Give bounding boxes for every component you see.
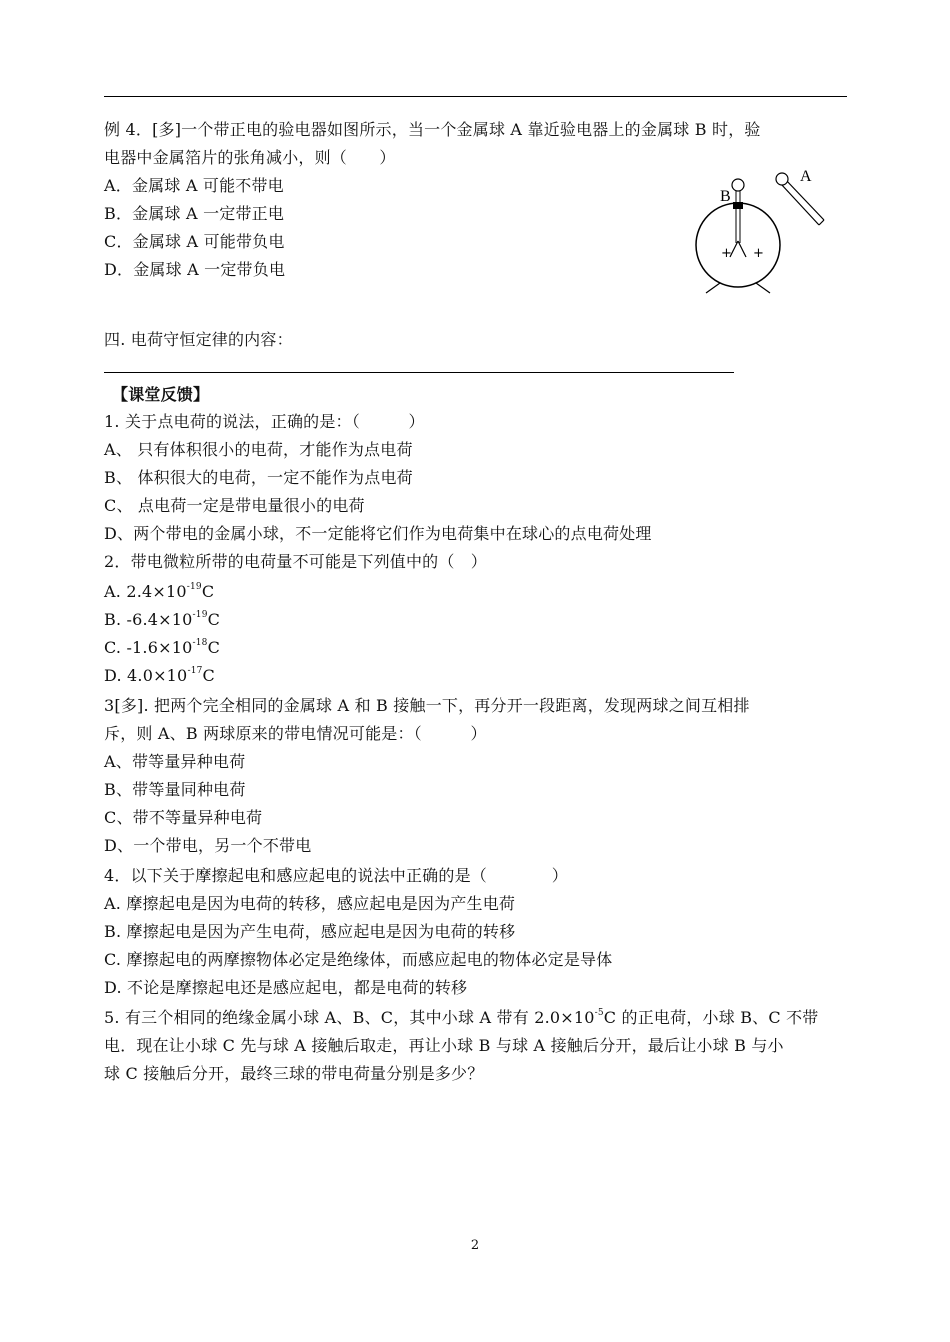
example4-option-a: A．金属球 A 可能不带电 bbox=[104, 176, 284, 195]
q4-option-d: D. 不论是摩擦起电还是感应起电，都是电荷的转移 bbox=[104, 978, 468, 997]
header-rule bbox=[104, 96, 847, 97]
q3-line1: 3[多]. 把两个完全相同的金属球 A 和 B 接触一下，再分开一段距离，发现两球之间互相排 bbox=[104, 696, 750, 715]
metal-ball-b bbox=[732, 179, 744, 191]
metal-ball-a-rod-edge1 bbox=[785, 179, 824, 220]
q3-option-c: C、带不等量异种电荷 bbox=[104, 808, 263, 827]
q1-option-a: A、 只有体积很小的电荷，才能作为点电荷 bbox=[104, 440, 413, 459]
q1-option-d: D、两个带电的金属小球，不一定能将它们作为电荷集中在球心的点电荷处理 bbox=[104, 524, 652, 543]
electroscope-case bbox=[696, 203, 780, 287]
feedback-heading: 【课堂反馈】 bbox=[112, 385, 210, 404]
electroscope-leg-left bbox=[706, 283, 720, 293]
electroscope-leg-right bbox=[756, 283, 770, 293]
q3-option-b: B、带等量同种电荷 bbox=[104, 780, 246, 799]
example4-option-b: B．金属球 A 一定带正电 bbox=[104, 204, 285, 223]
q4-option-b: B. 摩擦起电是因为产生电荷，感应起电是因为电荷的转移 bbox=[104, 922, 516, 941]
plus-sign-right: + bbox=[753, 246, 764, 261]
q3-line2: 斥，则 A、B 两球原来的带电情况可能是：（ ） bbox=[104, 724, 487, 743]
answer-blank-line bbox=[104, 372, 734, 373]
example4-line2: 电器中金属箔片的张角减小，则（ ） bbox=[104, 148, 396, 167]
foil-leaf-right bbox=[738, 241, 746, 257]
q1-stem: 1. 关于点电荷的说法，正确的是：（ ） bbox=[104, 412, 425, 431]
q3-option-a: A、带等量异种电荷 bbox=[104, 752, 246, 771]
example4-option-c: C．金属球 A 可能带负电 bbox=[104, 232, 285, 251]
q2-stem: 2．带电微粒所带的电荷量不可能是下列值中的（ ） bbox=[104, 552, 487, 571]
q1-option-b: B、 体积很大的电荷，一定不能作为点电荷 bbox=[104, 468, 413, 487]
example4-option-d: D．金属球 A 一定带负电 bbox=[104, 260, 286, 279]
q4-option-a: A. 摩擦起电是因为电荷的转移，感应起电是因为产生电荷 bbox=[104, 894, 516, 913]
section4-title: 四. 电荷守恒定律的内容： bbox=[104, 330, 293, 349]
q5-line2: 电．现在让小球 C 先与球 A 接触后取走，再让小球 B 与球 A 接触后分开，最后让小球 B 与小 bbox=[104, 1036, 784, 1055]
example4-line1: 例 4．[多]一个带正电的验电器如图所示，当一个金属球 A 靠近验电器上的金属球 B 时，验 bbox=[104, 120, 761, 139]
q5-line3: 球 C 接触后分开，最终三球的带电荷量分别是多少？ bbox=[104, 1064, 484, 1083]
q1-option-c: C、 点电荷一定是带电量很小的电荷 bbox=[104, 496, 365, 515]
label-b: B bbox=[720, 188, 731, 205]
plus-sign-left: + bbox=[721, 246, 732, 261]
metal-ball-a-rod-edge2 bbox=[781, 184, 819, 225]
q5-line1: 5. 有三个相同的绝缘金属小球 A、B、C，其中小球 A 带有 $2.0\times 10^{-5}C$ 的正电荷，小球 B、C 不带 bbox=[104, 1007, 819, 1027]
q4-stem: 4．以下关于摩擦起电和感应起电的说法中正确的是（ ） bbox=[104, 866, 568, 885]
q2-option-a: A. $2.4\times 10^{-19}C$ bbox=[104, 581, 215, 601]
metal-ball-a bbox=[776, 173, 788, 185]
electroscope-figure bbox=[690, 165, 840, 295]
q2-option-c: C. $-1.6\times 10^{-18}C$ bbox=[104, 637, 221, 657]
q2-option-d: D. $4.0\times 10^{-17}C$ bbox=[104, 665, 215, 685]
q3-option-d: D、一个带电，另一个不带电 bbox=[104, 836, 312, 855]
page-number: 2 bbox=[470, 1238, 480, 1253]
electroscope-stopper bbox=[733, 202, 743, 209]
q4-option-c: C. 摩擦起电的两摩擦物体必定是绝缘体，而感应起电的物体必定是导体 bbox=[104, 950, 613, 969]
q2-option-b: B. $-6.4\times 10^{-19}C$ bbox=[104, 609, 221, 629]
metal-ball-a-rod-end bbox=[819, 220, 824, 225]
label-a: A bbox=[800, 168, 812, 185]
